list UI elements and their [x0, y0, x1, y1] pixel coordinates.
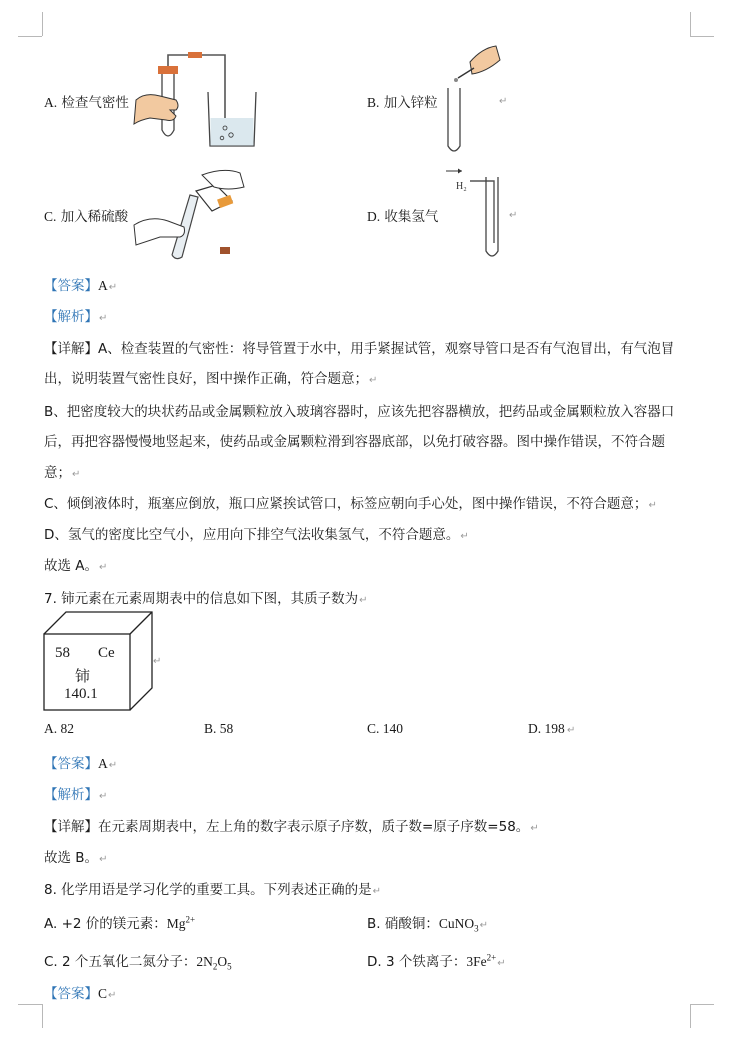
q7-answer: 【答案】A↵ [44, 756, 118, 772]
airtight-check-figure [130, 50, 260, 150]
q6-detail-line6: C、倾倒液体时，瓶塞应倒放，瓶口应紧挨试管口，标签应朝向手心处，图中操作错误，不符合题意；↵ [44, 496, 657, 512]
h2-label: H₂ [456, 181, 467, 192]
crop-mark-tr-h [690, 36, 714, 37]
q8-option-d: D. 3 个铁离子：$3Fe^{2+}↵$ [367, 952, 506, 970]
q8-stem: 8. 化学用语是学习化学的重要工具。下列表述正确的是↵ [44, 882, 382, 898]
q6-detail-line2: 出，说明装置气密性良好，图中操作正确，符合题意；↵ [44, 371, 378, 387]
q8-option-c: C. 2 个五氧化二氮分子：$2N_2O_5$ [44, 954, 232, 972]
para-mark: ↵ [153, 656, 162, 667]
crop-mark-bl-h [18, 1004, 42, 1005]
element-atomic-number: 58 [55, 645, 70, 661]
q6-option-d: D. 收集氢气 [367, 209, 439, 225]
q6-detail-line1: 【详解】A、检查装置的气密性：将导管置于水中，用手紧握试管，观察导管口是否有气泡冒出，有气泡冒 [44, 341, 675, 357]
q6-option-a: A. 检查气密性 [44, 95, 129, 111]
crop-mark-tl-h [18, 36, 42, 37]
element-name: 铈 [75, 667, 91, 685]
element-symbol: Ce [98, 645, 115, 661]
crop-mark-bl-v [42, 1004, 43, 1028]
crop-mark-tr-v [690, 12, 691, 36]
crop-mark-br-h [690, 1004, 714, 1005]
q6-option-a-text: 检查气密性 [61, 95, 129, 111]
q6-detail-line4: 后，再把容器慢慢地竖起来，使药品或金属颗粒滑到容器底部，以免打破容器。图中操作错误，不符合题 [44, 434, 665, 450]
q7-detail: 【详解】在元素周期表中，左上角的数字表示原子序数，质子数=原子序数=58。↵ [44, 819, 539, 835]
q6-detail-line7: D、氢气的密度比空气小，应用向下排空气法收集氢气，不符合题意。↵ [44, 527, 469, 543]
q7-conclusion: 故选 B。↵ [44, 850, 108, 866]
collect-hydrogen-figure [444, 165, 512, 261]
q7-stem: 7. 铈元素在元素周期表中的信息如下图，其质子数为↵ [44, 591, 368, 607]
q7-option-b: B. 58 [204, 721, 234, 736]
q8-answer: 【答案】C↵ [44, 986, 117, 1002]
q6-option-c: C. 加入稀硫酸 [44, 209, 129, 225]
q6-analysis-tag: 【解析】↵ [44, 309, 108, 325]
q6-option-d-text: 收集氢气 [384, 209, 439, 225]
para-mark: ↵ [499, 96, 508, 107]
element-mass: 140.1 [64, 686, 98, 702]
q6-option-b-text: 加入锌粒 [383, 95, 438, 111]
q6-option-c-text: 加入稀硫酸 [60, 209, 129, 225]
para-mark: ↵ [567, 725, 576, 736]
crop-mark-br-v [690, 1004, 691, 1028]
q8-option-b: B. 硝酸铜：CuNO$_3$↵ [367, 916, 489, 934]
q7-option-d: D. 198 [528, 721, 565, 736]
add-zinc-figure [440, 42, 502, 154]
q7-analysis-tag: 【解析】↵ [44, 787, 108, 803]
q8-option-a: A. +2 价的镁元素：$Mg^{2+}$ [44, 914, 196, 932]
q6-detail-line3: B、把密度较大的块状药品或金属颗粒放入玻璃容器时，应该先把容器横放，把药品或金属颗粒放入容器口 [44, 404, 675, 420]
para-mark: ↵ [509, 210, 518, 221]
q7-option-a: A. 82 [44, 721, 74, 736]
crop-mark-tl-v [42, 12, 43, 36]
q6-option-b: B. 加入锌粒 [367, 95, 438, 111]
q6-detail-line5: 意；↵ [44, 465, 81, 481]
q6-conclusion: 故选 A。↵ [44, 558, 108, 574]
q7-option-c: C. 140 [367, 721, 404, 736]
pour-acid-figure [132, 165, 252, 263]
q6-answer: 【答案】A↵ [44, 278, 118, 294]
